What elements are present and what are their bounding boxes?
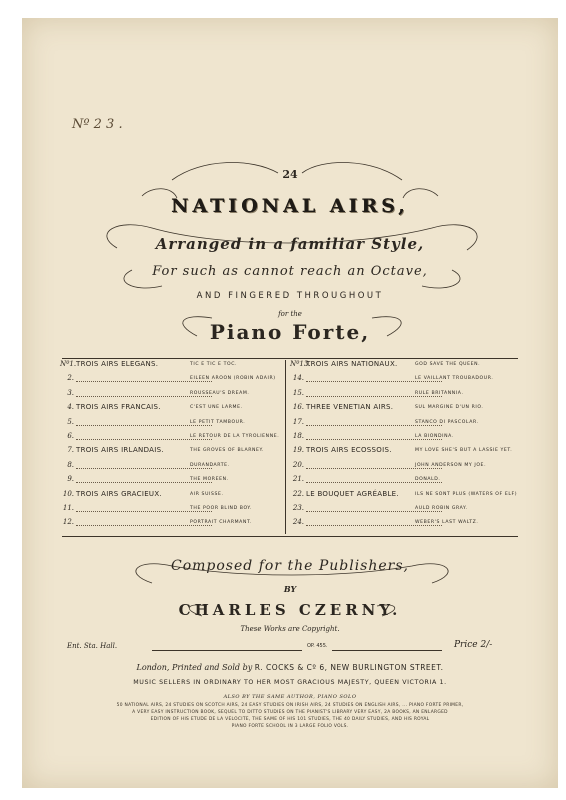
air-row (290, 403, 530, 417)
opus-number: OP. 455. (307, 643, 328, 649)
air-group-title: TROIS AIRS IRLANDAIS. (76, 446, 164, 455)
air-row (290, 432, 530, 446)
air-tune-title: ROUSSEAU'S DREAM. (190, 390, 250, 396)
air-number: 3. (67, 388, 74, 397)
dotted-leader (306, 396, 442, 397)
air-number: 14. (292, 374, 304, 383)
air-tune-title: THE POOR BLIND BOY. (190, 505, 252, 511)
publisher-name: R. COCKS & Cº 6, NEW BURLINGTON STREET. (254, 663, 444, 672)
air-number: 8. (67, 460, 74, 469)
air-row (290, 374, 530, 388)
price: Price 2/- (454, 640, 493, 650)
plate-number-prefix: Nº (72, 117, 90, 132)
for-such-subtitle: For such as cannot reach an Octave, (152, 264, 428, 279)
air-row (60, 374, 300, 388)
air-number: 20. (292, 460, 304, 469)
air-tune-title: RULE BRITANNIA. (415, 390, 464, 396)
opus-rule-left (152, 650, 302, 651)
air-group-title: TROIS AIRS GRACIEUX. (76, 489, 162, 498)
air-tune-title: SUL MARGINE D'UN RIO. (415, 405, 484, 411)
opus-rule-right (332, 650, 442, 651)
air-row (290, 504, 530, 518)
air-tune-title: PORTRAIT CHARMANT. (190, 520, 252, 526)
air-row (290, 475, 530, 489)
dotted-leader (306, 525, 442, 526)
airs-list-left (60, 360, 300, 533)
dotted-leader (306, 482, 442, 483)
air-tune-title: TIC E TIC E TOC. (190, 362, 238, 367)
advert-line: 50 NATIONAL AIRS, 24 STUDIES ON SCOTCH AIRS, 24 EASY STUDIES ON IRISH AIRS, 24 STUDIES ON ENGLISH AIRS, ... PIANO FORTE PRIMER, (116, 703, 464, 708)
air-number: 19. (292, 446, 304, 455)
air-tune-title: LA BIONDINA. (415, 433, 454, 439)
air-group-title: TROIS AIRS FRANCAIS. (76, 403, 161, 412)
also-by-line: ALSO BY THE SAME AUTHOR, PIANO SOLO (223, 694, 357, 700)
dotted-leader (306, 468, 442, 469)
air-row (290, 360, 530, 374)
instrument-title: Piano Forte, (209, 320, 371, 344)
advertisement-block (62, 702, 518, 730)
air-tune-title: AIR SUISSE. (190, 491, 224, 497)
copyright-notice: These Works are Copyright. (240, 625, 340, 633)
dotted-leader (76, 525, 212, 526)
entered-stationers-hall: Ent. Sta. Hall. (67, 642, 118, 650)
air-number: 10. (62, 489, 74, 498)
air-tune-title: WEBER'S LAST WALTZ. (415, 520, 479, 526)
air-row (290, 389, 530, 403)
page-title: NATIONAL AIRS, (171, 195, 409, 217)
air-number: 9. (67, 475, 74, 484)
air-row (60, 504, 300, 518)
air-tune-title: MY LOVE SHE'S BUT A LASSIE YET. (415, 448, 513, 454)
air-number: 24. (292, 518, 304, 527)
dotted-leader (76, 381, 212, 382)
table-bottom-rule (62, 536, 518, 537)
air-number: 18. (292, 431, 304, 440)
air-number: 12. (62, 518, 74, 527)
air-tune-title: AULD ROBIN GRAY. (415, 505, 468, 511)
publisher-line (22, 663, 558, 672)
air-tune-title: GOD SAVE THE QUEEN. (415, 362, 481, 367)
air-number: 4. (67, 403, 74, 412)
air-row (290, 418, 530, 432)
air-row (60, 389, 300, 403)
air-tune-title: ILS NE SONT PLUS (WATERS OF ELF) (415, 491, 518, 497)
air-row (60, 432, 300, 446)
air-tune-title: DURANDARTE. (190, 462, 230, 468)
air-row (290, 518, 530, 532)
air-number: 17. (292, 417, 304, 426)
air-row (290, 490, 530, 504)
collection-count: 24 (282, 168, 298, 181)
dotted-leader (76, 468, 212, 469)
air-number: 21. (292, 475, 304, 484)
dotted-leader (306, 425, 442, 426)
air-number: 22. (292, 489, 304, 498)
air-group-title: TROIS AIRS ELEGANS. (76, 360, 159, 368)
dotted-leader (306, 439, 442, 440)
dotted-leader (76, 425, 212, 426)
sheet-music-cover (22, 18, 558, 788)
publisher-prefix: London, Printed and Sold by (136, 663, 253, 672)
advert-line: EDITION OF HIS ETUDE DE LA VELOCITE, THE SAME OF HIS 101 STUDIES, THE 40 DAILY STUDIES, AND HIS ROYAL (150, 717, 430, 722)
advert-line: A VERY EASY INSTRUCTION BOOK, SEQUEL TO DITTO STUDIES ON THE PIANIST'S LIBRARY VERY EASY, 2A BOOKS, AN ENLARGED (132, 710, 448, 715)
air-row (60, 403, 300, 417)
arranged-subtitle: Arranged in a familiar Style, (155, 235, 425, 253)
for-the-line: for the (278, 310, 302, 318)
air-tune-title: LE RETOUR DE LA TYROLIENNE. (190, 433, 280, 439)
air-row (60, 475, 300, 489)
air-row (60, 446, 300, 460)
air-number: 16. (292, 403, 304, 412)
advert-line: PIANO FORTE SCHOOL IN 3 LARGE FOLIO VOLS. (231, 724, 349, 729)
air-number: 15. (292, 388, 304, 397)
air-number: 6. (67, 431, 74, 440)
air-group-title: TROIS AIRS ECOSSOIS. (306, 446, 392, 455)
by-line: BY (283, 584, 297, 594)
air-row (60, 518, 300, 532)
air-tune-title: THE MOREEN. (190, 477, 229, 483)
air-row (290, 446, 530, 460)
air-row (60, 461, 300, 475)
air-group-title: LE BOUQUET AGRÉABLE. (306, 489, 399, 498)
air-row (60, 360, 300, 374)
air-tune-title: C'EST UNE LARME. (190, 405, 243, 411)
air-number: 5. (67, 417, 74, 426)
table-top-rule (62, 358, 518, 359)
air-row (60, 490, 300, 504)
air-number: 2. (67, 374, 74, 383)
air-tune-title: STANCO DI PASCOLAR. (415, 419, 479, 425)
fingered-line: AND FINGERED THROUGHOUT (196, 291, 384, 301)
air-number: 11. (62, 503, 74, 512)
dotted-leader (76, 439, 212, 440)
air-group-title: THREE VENETIAN AIRS. (306, 403, 394, 412)
air-row (60, 418, 300, 432)
airs-list-right (290, 360, 530, 533)
composed-for-line: Composed for the Publishers, (171, 558, 409, 574)
air-tune-title: DONALD. (415, 477, 441, 483)
dotted-leader (76, 396, 212, 397)
air-number: Nº1. (60, 360, 77, 368)
music-sellers-line: MUSIC SELLERS IN ORDINARY TO HER MOST GRACIOUS MAJESTY, QUEEN VICTORIA 1. (133, 679, 447, 686)
air-tune-title: JOHN ANDERSON MY JOE. (415, 462, 487, 468)
air-tune-title: THE GROVES OF BLARNEY. (190, 448, 265, 454)
air-row (290, 461, 530, 475)
air-tune-title: LE PETIT TAMBOUR. (190, 419, 246, 425)
air-number: Nº13. (290, 360, 311, 368)
air-number: 23. (292, 503, 304, 512)
plate-number-value: 2 3 . (93, 117, 123, 132)
air-number: 7. (67, 446, 74, 455)
air-tune-title: EILEEN AROON (ROBIN ADAIR) (190, 376, 276, 382)
plate-number (72, 117, 123, 132)
dotted-leader (306, 511, 442, 512)
air-group-title: TROIS AIRS NATIONAUX. (306, 360, 398, 368)
dotted-leader (76, 482, 212, 483)
dotted-leader (76, 511, 212, 512)
composer-name: CHARLES CZERNY. (178, 601, 402, 619)
dotted-leader (306, 381, 442, 382)
air-tune-title: LE VAILLANT TROUBADOUR. (415, 376, 494, 382)
